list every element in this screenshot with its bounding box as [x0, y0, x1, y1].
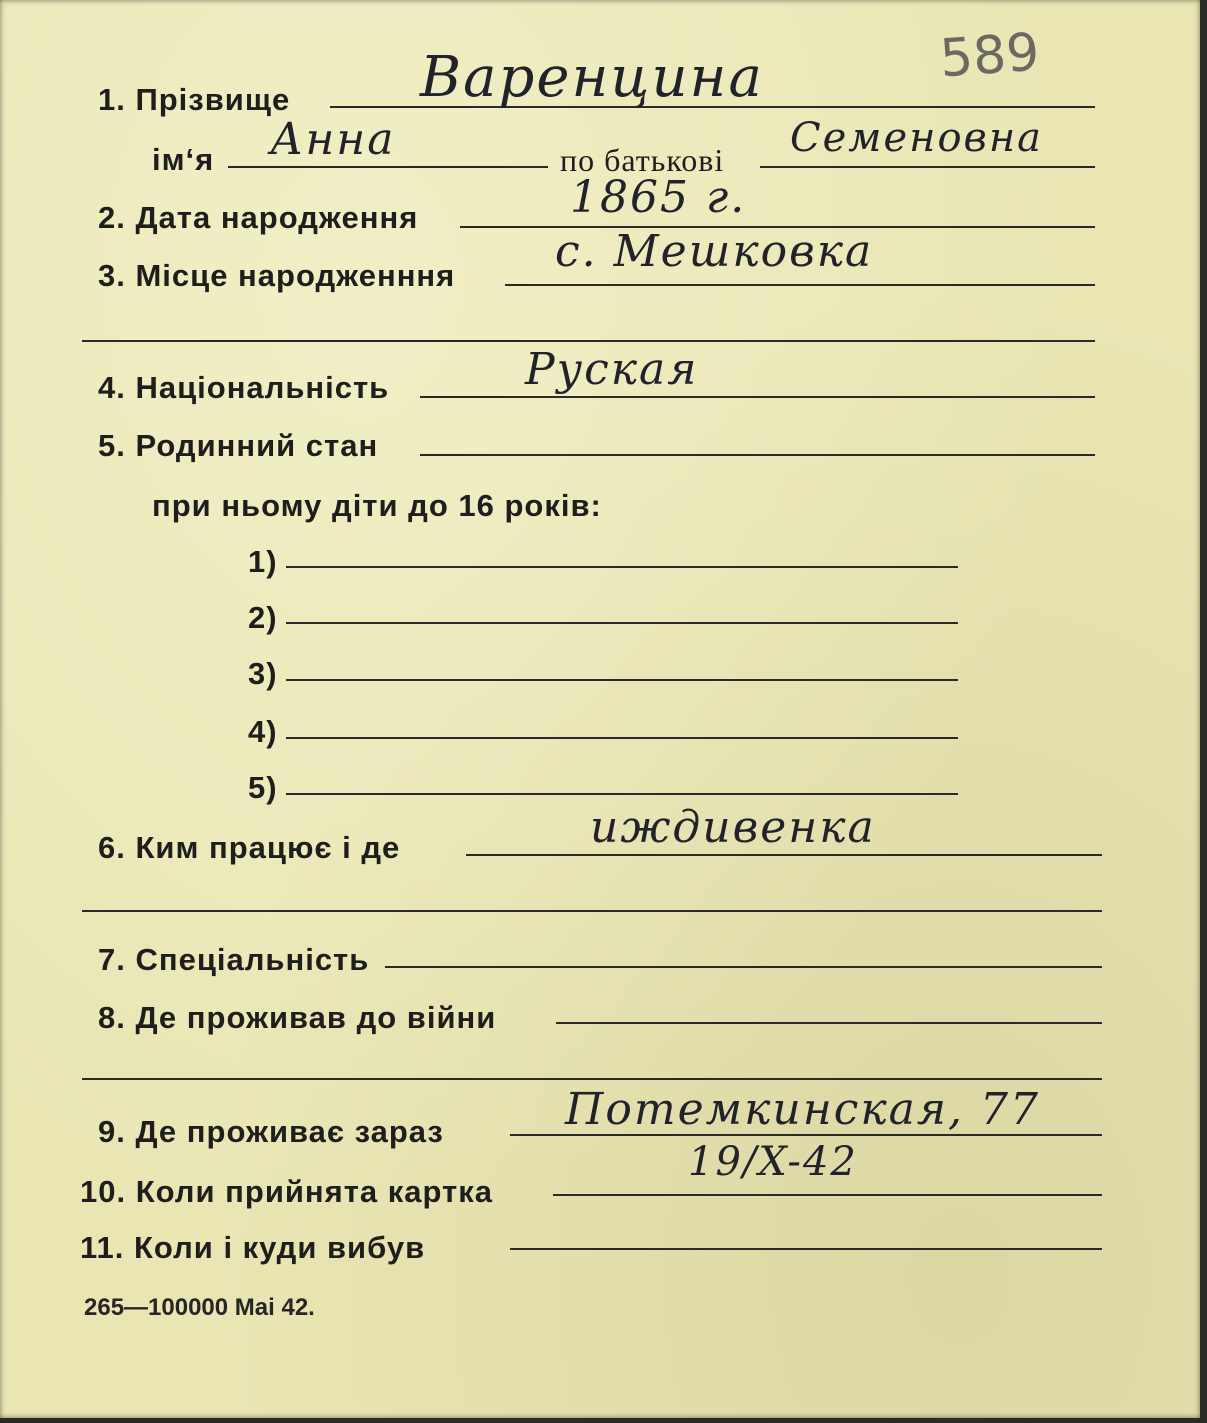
- occupation-value: иждивенка: [590, 802, 876, 853]
- child-2-label: 2): [248, 600, 278, 635]
- pre-war-residence-label: 8. Де проживав до війни: [98, 1000, 497, 1035]
- birth-date-value: 1865 г.: [570, 172, 747, 223]
- current-residence-label: 9. Де проживає зараз: [98, 1114, 444, 1149]
- birth-place-line: [505, 284, 1095, 286]
- pre-war-residence-line-2: [82, 1078, 1102, 1080]
- surname-value: Варенцина: [420, 45, 764, 110]
- child-2-line: [286, 622, 958, 624]
- current-residence-value: Потемкинская, 77: [565, 1084, 1040, 1135]
- occupation-line-2: [82, 910, 1102, 912]
- departure-label: 11. Коли і куди вибув: [80, 1230, 426, 1265]
- surname-label: 1. Прізвище: [98, 82, 291, 117]
- child-4-line: [286, 737, 958, 739]
- marital-status-label: 5. Родинний стан: [98, 428, 379, 463]
- child-5-line: [286, 793, 958, 795]
- nationality-value: Руская: [525, 344, 699, 395]
- nationality-line: [420, 396, 1095, 398]
- marital-status-line: [420, 454, 1095, 456]
- child-1-line: [286, 566, 958, 568]
- specialty-label: 7. Спеціальність: [98, 942, 370, 977]
- patronymic-value: Семеновна: [790, 115, 1044, 161]
- child-3-label: 3): [248, 656, 278, 691]
- card-accepted-value: 19/X-42: [688, 1139, 858, 1185]
- archive-number: 589: [938, 22, 1042, 90]
- child-4-label: 4): [248, 714, 278, 749]
- nationality-label: 4. Національність: [98, 370, 390, 405]
- first-name-line: [228, 166, 548, 168]
- print-mark: 265—100000 Mai 42.: [84, 1294, 315, 1321]
- first-name-value: Анна: [270, 114, 396, 165]
- patronymic-line: [760, 166, 1095, 168]
- card-accepted-label: 10. Коли прийнята картка: [80, 1174, 493, 1209]
- departure-line: [510, 1248, 1102, 1250]
- specialty-line: [385, 966, 1102, 968]
- occupation-label: 6. Ким працює і де: [98, 830, 401, 865]
- birth-place-label: 3. Місце народженння: [98, 258, 456, 293]
- birth-place-value: с. Мешковка: [555, 226, 874, 277]
- children-heading: при ньому діти до 16 років:: [152, 488, 602, 523]
- pre-war-residence-line: [556, 1022, 1102, 1024]
- birth-place-line-2: [82, 340, 1095, 342]
- patronymic-label: по батькові: [560, 142, 725, 178]
- card-accepted-line: [553, 1194, 1102, 1196]
- occupation-line: [466, 854, 1102, 856]
- child-1-label: 1): [248, 544, 278, 579]
- child-5-label: 5): [248, 770, 278, 805]
- birth-date-label: 2. Дата народження: [98, 200, 419, 235]
- first-name-label: ім‘я: [152, 142, 215, 177]
- child-3-line: [286, 679, 958, 681]
